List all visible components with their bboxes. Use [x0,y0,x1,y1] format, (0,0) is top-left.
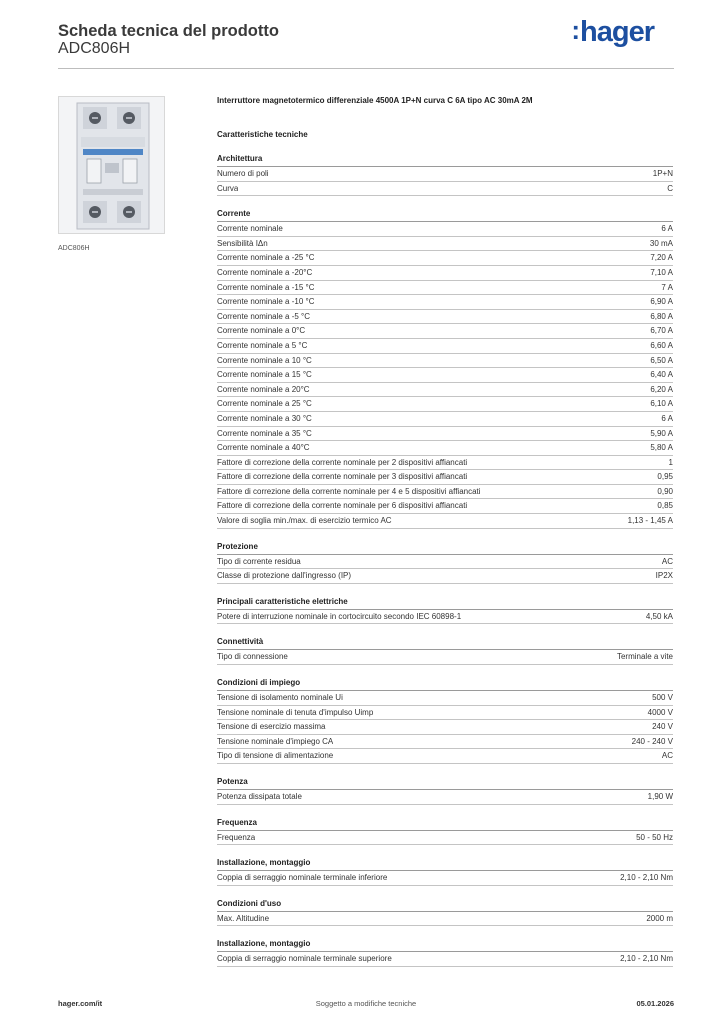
spec-value: 0,90 [657,486,673,496]
spec-value: 2000 m [646,913,673,923]
spec-value: 7,10 A [650,267,673,277]
spec-row [217,222,673,237]
spec-label: Corrente nominale a -25 °C [217,253,315,263]
spec-label: Corrente nominale a 40°C [217,443,310,453]
spec-value: 7 A [661,282,673,292]
spec-value: C [667,183,673,193]
spec-sections [217,153,673,967]
spec-value: 240 V [652,722,673,732]
spec-label: Coppia di serraggio nominale terminale superiore [217,954,392,964]
spec-value: 1,13 - 1,45 A [627,516,673,526]
spec-label: Numero di poli [217,169,269,178]
spec-value: 1P+N [652,169,673,178]
footer-date: 05.01.2026 [636,999,674,1008]
spec-value: 6,80 A [650,311,673,321]
spec-value: 0,85 [657,501,673,511]
spec-row [217,499,673,514]
spec-row [217,295,673,310]
spec-row [217,383,673,398]
spec-section [217,153,673,196]
spec-section [217,208,673,528]
spec-label: Frequenza [217,832,256,842]
spec-value: 4000 V [647,707,673,717]
spec-label: Max. Altitudine [217,913,270,923]
spec-label: Fattore di correzione della corrente nominale per 3 dispositivi affiancati [217,472,468,482]
spec-value: 6,10 A [650,399,673,409]
spec-label: Classe di protezione dall'ingresso (IP) [217,571,352,581]
spec-row [217,339,673,354]
specs-heading: Caratteristiche tecniche [217,130,308,139]
spec-label: Coppia di serraggio nominale terminale inferiore [217,873,388,883]
spec-row [217,790,673,805]
spec-value: 2,10 - 2,10 Nm [620,954,673,964]
spec-value: 50 - 50 Hz [636,832,673,842]
spec-label: Fattore di correzione della corrente nominale per 2 dispositivi affiancati [217,457,468,467]
logo-text: hager [580,16,654,48]
section-title: Frequenza [217,817,673,831]
spec-section [217,898,673,927]
spec-label: Corrente nominale a -20°C [217,267,313,277]
spec-row [217,871,673,886]
spec-value: 0,95 [657,472,673,482]
spec-value: IP2X [655,571,673,581]
section-title: Architettura [217,153,673,167]
spec-row [217,310,673,325]
spec-label: Curva [217,183,239,193]
spec-value: 7,20 A [650,253,673,263]
spec-row [217,182,673,197]
header-divider [58,68,674,69]
spec-section [217,776,673,805]
spec-value: 500 V [652,693,673,703]
spec-row [217,720,673,735]
section-title: Installazione, montaggio [217,938,673,952]
spec-section [217,938,673,967]
spec-row [217,912,673,927]
spec-row [217,412,673,427]
spec-label: Tipo di tensione di alimentazione [217,751,334,761]
spec-value: AC [661,751,673,761]
spec-row [217,167,673,182]
spec-label: Tensione di esercizio massima [217,722,326,732]
spec-row [217,354,673,369]
spec-value: 2,10 - 2,10 Nm [620,873,673,883]
spec-section [217,677,673,764]
spec-row [217,237,673,252]
spec-row [217,952,673,967]
spec-row [217,514,673,529]
spec-row [217,650,673,665]
spec-label: Corrente nominale a -10 °C [217,297,315,307]
page-footer [58,997,674,1011]
spec-label: Corrente nominale a 0°C [217,326,306,336]
spec-value: 6,20 A [650,384,673,394]
spec-row [217,281,673,296]
spec-row [217,706,673,721]
spec-label: Tensione nominale d'impiego CA [217,736,334,746]
spec-value: 6 A [661,224,673,234]
spec-section [217,817,673,846]
section-title: Connettività [217,636,673,650]
spec-label: Tipo di corrente residua [217,556,301,566]
spec-row [217,555,673,570]
spec-row [217,324,673,339]
spec-value: 6,40 A [650,370,673,380]
product-code: ADC806H [58,40,131,57]
footer-note: Soggetto a modifiche tecniche [315,999,417,1008]
section-title: Condizioni d'uso [217,898,673,912]
logo-colon-icon: : [571,15,580,45]
spec-section [217,857,673,886]
spec-value: 240 - 240 V [631,736,673,746]
spec-label: Tipo di connessione [217,652,288,662]
spec-section [217,596,673,625]
spec-row [217,266,673,281]
product-title: Interruttore magnetotermico differenziale 4500A 1P+N curva C 6A tipo AC 30mA 2M [217,96,533,105]
section-title: Installazione, montaggio [217,857,673,871]
spec-label: Corrente nominale [217,224,283,234]
spec-section [217,636,673,665]
spec-row [217,456,673,471]
section-title: Condizioni di impiego [217,677,673,691]
spec-label: Corrente nominale a -15 °C [217,282,315,292]
spec-label: Valore di soglia min./max. di esercizio termico AC [217,516,392,526]
page-title: Scheda tecnica del prodotto [58,22,279,40]
spec-row [217,251,673,266]
spec-value: 1 [668,457,673,467]
spec-value: Terminale a vite [616,652,673,662]
spec-row [217,691,673,706]
spec-content [217,95,673,979]
image-caption: ADC806H [58,245,90,252]
spec-row [217,368,673,383]
spec-label: Sensibilità IΔn [217,238,268,248]
spec-row [217,831,673,846]
spec-row [217,427,673,442]
spec-label: Corrente nominale a 20°C [217,384,310,394]
spec-label: Potere di interruzione nominale in cortocircuito secondo IEC 60898-1 [217,611,462,621]
spec-label: Potenza dissipata totale [217,792,302,801]
spec-label: Corrente nominale a 15 °C [217,370,312,380]
spec-label: Fattore di correzione della corrente nominale per 6 dispositivi affiancati [217,501,468,511]
product-image [58,96,165,234]
spec-row [217,749,673,764]
spec-label: Corrente nominale a 10 °C [217,355,312,365]
spec-row [217,470,673,485]
spec-value: AC [661,556,673,566]
circuit-breaker-illustration [59,97,164,233]
spec-label: Corrente nominale a 35 °C [217,428,312,438]
spec-value: 5,80 A [650,443,673,453]
spec-label: Corrente nominale a 25 °C [217,399,312,409]
spec-row [217,569,673,584]
spec-value: 4,50 kA [645,611,673,621]
spec-row [217,610,673,625]
spec-value: 1,90 W [647,792,673,801]
spec-value: 6,50 A [650,355,673,365]
section-title: Principali caratteristiche elettriche [217,596,673,610]
spec-value: 6,90 A [650,297,673,307]
section-title: Corrente [217,208,673,222]
hager-logo [571,16,654,49]
spec-label: Corrente nominale a -5 °C [217,311,311,321]
spec-section [217,541,673,584]
spec-label: Corrente nominale a 30 °C [217,413,312,423]
footer-website: hager.com/it [58,999,103,1008]
spec-label: Corrente nominale a 5 °C [217,340,308,350]
spec-row [217,397,673,412]
spec-label: Fattore di correzione della corrente nominale per 4 e 5 dispositivi affiancati [217,486,481,496]
spec-label: Tensione di isolamento nominale Ui [217,693,343,703]
spec-value: 30 mA [649,238,673,248]
spec-label: Tensione nominale di tenuta d'impulso Uimp [217,707,374,717]
spec-row [217,735,673,750]
section-title: Potenza [217,776,673,790]
section-title: Protezione [217,541,673,555]
spec-row [217,441,673,456]
spec-value: 6,70 A [650,326,673,336]
spec-row [217,485,673,500]
spec-value: 6,60 A [650,340,673,350]
spec-value: 5,90 A [650,428,673,438]
spec-value: 6 A [661,413,673,423]
